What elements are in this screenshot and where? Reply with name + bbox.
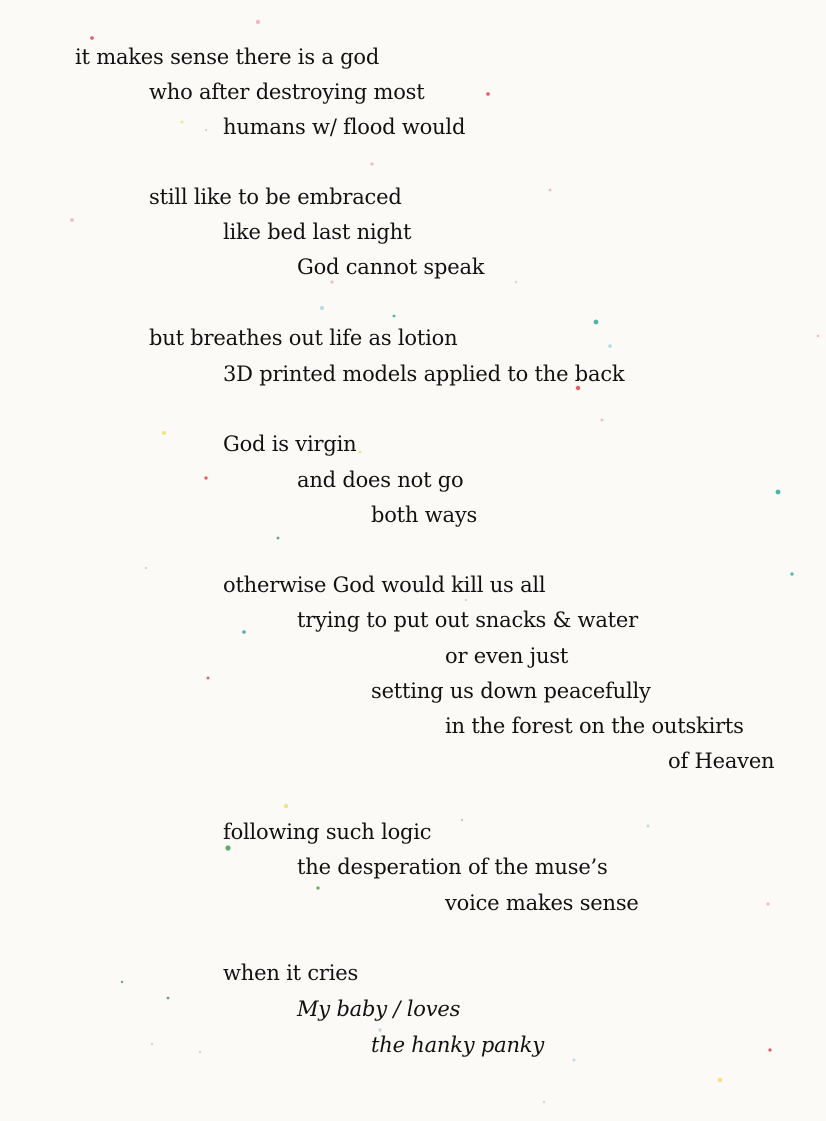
- paper-speck: [151, 1043, 153, 1045]
- poem-line: both ways: [371, 503, 478, 527]
- paper-speck: [225, 845, 230, 850]
- poem-line-italic: the hanky panky: [371, 1033, 544, 1057]
- poem-line: when it cries: [223, 961, 359, 985]
- paper-speck: [515, 281, 517, 283]
- paper-speck: [543, 1101, 545, 1103]
- poem-line: humans w/ flood would: [223, 115, 466, 139]
- paper-speck: [370, 162, 373, 165]
- paper-speck: [207, 677, 210, 680]
- paper-speck: [359, 451, 362, 454]
- poem-line: but breathes out life as lotion: [149, 326, 458, 350]
- paper-speck: [608, 344, 612, 348]
- poem-line: God is virgin: [223, 432, 357, 456]
- poem-line: otherwise God would kill us all: [223, 573, 546, 597]
- paper-speck: [181, 121, 184, 124]
- paper-speck: [594, 320, 599, 325]
- poem-line: following such logic: [223, 820, 432, 844]
- paper-speck: [817, 335, 819, 337]
- poem-line-italic: My baby / loves: [297, 997, 461, 1021]
- poem-line: of Heaven: [668, 749, 775, 773]
- paper-speck: [90, 36, 94, 40]
- paper-speck: [320, 306, 324, 310]
- poem-line: 3D printed models applied to the back: [223, 362, 625, 386]
- paper-speck: [70, 218, 74, 222]
- paper-speck: [199, 1051, 201, 1053]
- poem-line: God cannot speak: [297, 255, 485, 279]
- paper-speck: [167, 997, 170, 1000]
- paper-speck: [573, 1059, 576, 1062]
- poem-line: voice makes sense: [445, 891, 639, 915]
- paper-speck: [461, 819, 463, 821]
- poem-line: still like to be embraced: [149, 185, 402, 209]
- poem-line: setting us down peacefully: [371, 679, 651, 703]
- paper-speck: [647, 825, 650, 828]
- paper-speck: [121, 981, 123, 983]
- poem-line: or even just: [445, 644, 569, 668]
- paper-speck: [277, 537, 280, 540]
- paper-speck: [776, 490, 781, 495]
- paper-speck: [790, 572, 793, 575]
- paper-speck: [549, 189, 552, 192]
- paper-speck: [601, 419, 604, 422]
- poem-line: it makes sense there is a god: [75, 45, 380, 69]
- paper-speck: [205, 129, 207, 131]
- paper-speck: [162, 431, 166, 435]
- poem-line: in the forest on the outskirts: [445, 714, 744, 738]
- paper-speck: [486, 92, 490, 96]
- paper-speck: [718, 1078, 722, 1082]
- paper-speck: [256, 20, 260, 24]
- paper-speck: [766, 902, 769, 905]
- poem-line: who after destroying most: [149, 80, 425, 104]
- paper-speck: [393, 315, 396, 318]
- poem-line: trying to put out snacks & water: [297, 608, 638, 632]
- paper-speck: [768, 1048, 771, 1051]
- paper-speck: [330, 280, 333, 283]
- poem-line: like bed last night: [223, 220, 412, 244]
- paper-speck: [204, 476, 207, 479]
- paper-speck: [242, 630, 246, 634]
- paper-speck: [145, 567, 147, 569]
- paper-speck: [465, 599, 467, 601]
- poem-line: and does not go: [297, 468, 464, 492]
- poem-line: the desperation of the muse’s: [297, 855, 608, 879]
- paper-speck: [316, 886, 319, 889]
- paper-speck: [284, 804, 288, 808]
